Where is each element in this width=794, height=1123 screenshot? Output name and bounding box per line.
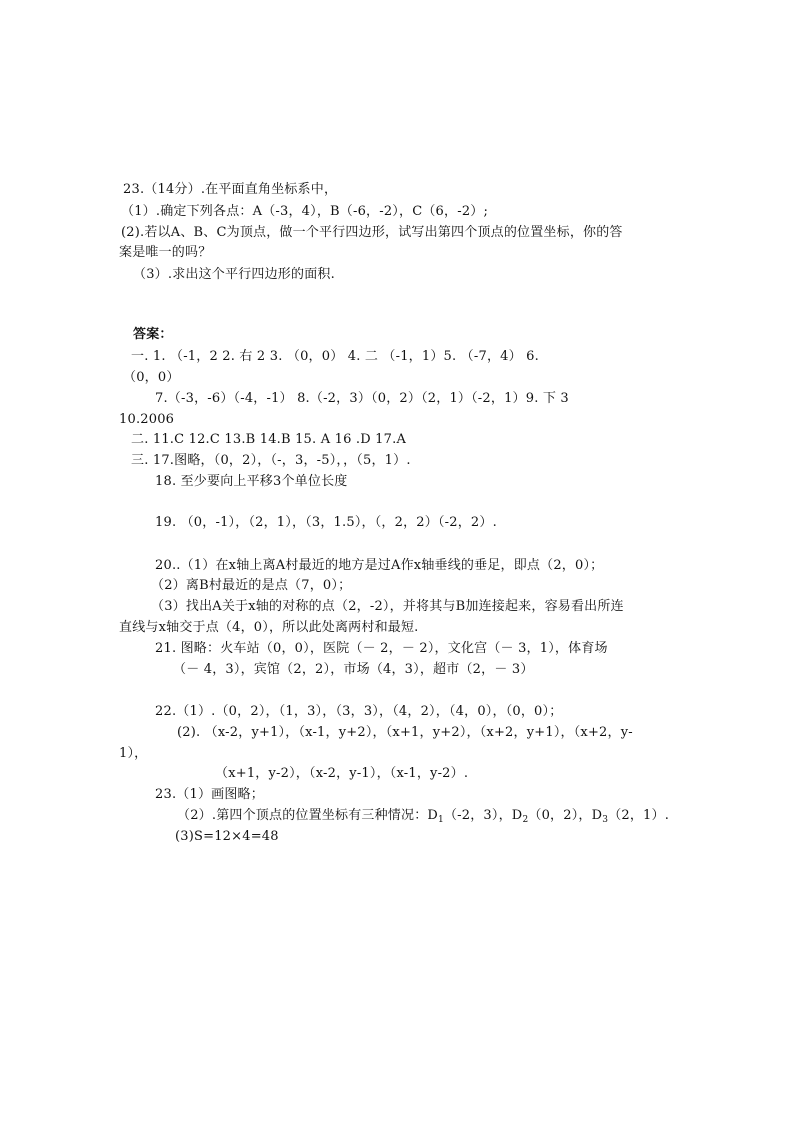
answer-line: 19. （0，-1），（2，1），（3，1.5），（，2，2）（-2，2）. xyxy=(155,515,497,530)
answer-line: （2）离B村最近的是点（7，0）； xyxy=(151,578,352,593)
question-line-3: (2).若以A、B、C为顶点，做一个平行四边形，试写出第四个顶点的位置坐标，你的答 xyxy=(121,225,623,240)
question-line-5: （3）.求出这个平行四边形的面积. xyxy=(133,267,335,282)
answer-line: 22.（1）.（0，2），（1，3），（3，3），（4，2），（4，0），（0，0）； xyxy=(155,704,563,719)
answer-text: （2）.第四个顶点的位置坐标有三种情况：D xyxy=(177,808,439,823)
answer-text: （0，2），D xyxy=(528,808,603,823)
answer-line: （－ 4，3），宾馆（2，2），市场（4，3），超市（2，－ 3） xyxy=(173,662,534,677)
answer-line: 23.（1）画图略； xyxy=(155,787,264,802)
answer-line: (2). （x-2，y+1），（x-1，y+2），（x+1，y+2），（x+2，y+1），（x+2，y- xyxy=(177,725,633,740)
answer-line: (3)S=12×4=48 xyxy=(175,829,279,844)
answer-line: 1）， xyxy=(119,746,148,761)
subscript: 2 xyxy=(522,815,529,825)
answer-line: （3）找出A关于x轴的对称的点（2，-2），并将其与B加连接起来，容易看出所连 xyxy=(151,599,624,614)
answer-line: 三. 17.图略，（0，2），（-，3，-5），，（5，1）. xyxy=(131,453,411,468)
answer-line: 7.（-3，-6）（-4，-1） 8.（-2，3）（0，2）（2，1）（-2，1）9. 下 3 xyxy=(155,391,569,406)
answers-heading: 答案： xyxy=(133,327,173,342)
answer-line: 一. 1. （-1，2 2. 右 2 3. （0，0） 4. 二 （-1，1）5. （-7，4） 6. xyxy=(131,349,539,364)
question-line-4: 案是唯一的吗？ xyxy=(119,245,212,260)
subscript: 1 xyxy=(438,815,444,825)
answer-text: （-2，3），D xyxy=(443,808,523,823)
subscript: 3 xyxy=(602,815,609,825)
answer-line-d-points xyxy=(177,807,669,825)
answer-line: 20..（1）在x轴上离A村最近的地方是过A作x轴垂线的垂足，即点（2，0）； xyxy=(155,558,604,573)
answer-line: 18. 至少要向上平移3个单位长度 xyxy=(155,474,348,489)
answer-line: （0，0） xyxy=(123,370,180,385)
answer-line: 10.2006 xyxy=(119,412,175,427)
answer-line: 二. 11.C 12.C 13.B 14.B 15. A 16 .D 17.A xyxy=(131,432,407,447)
answer-line: （x+1，y-2），（x-2，y-1），（x-1，y-2）. xyxy=(215,766,469,781)
answer-line: 21. 图略：火车站（0，0），医院（－ 2，－ 2），文化宫（－ 3，1），体育场 xyxy=(155,641,608,656)
question-line-2: （1）.确定下列各点：A（-3，4），B（-6，-2），C（6，-2）; xyxy=(121,204,489,219)
question-line-1: 23.（14分）.在平面直角坐标系中， xyxy=(123,182,338,197)
answer-line: 直线与x轴交于点（4，0），所以此处离两村和最短. xyxy=(119,620,419,635)
answer-text: （2，1）. xyxy=(608,808,670,823)
